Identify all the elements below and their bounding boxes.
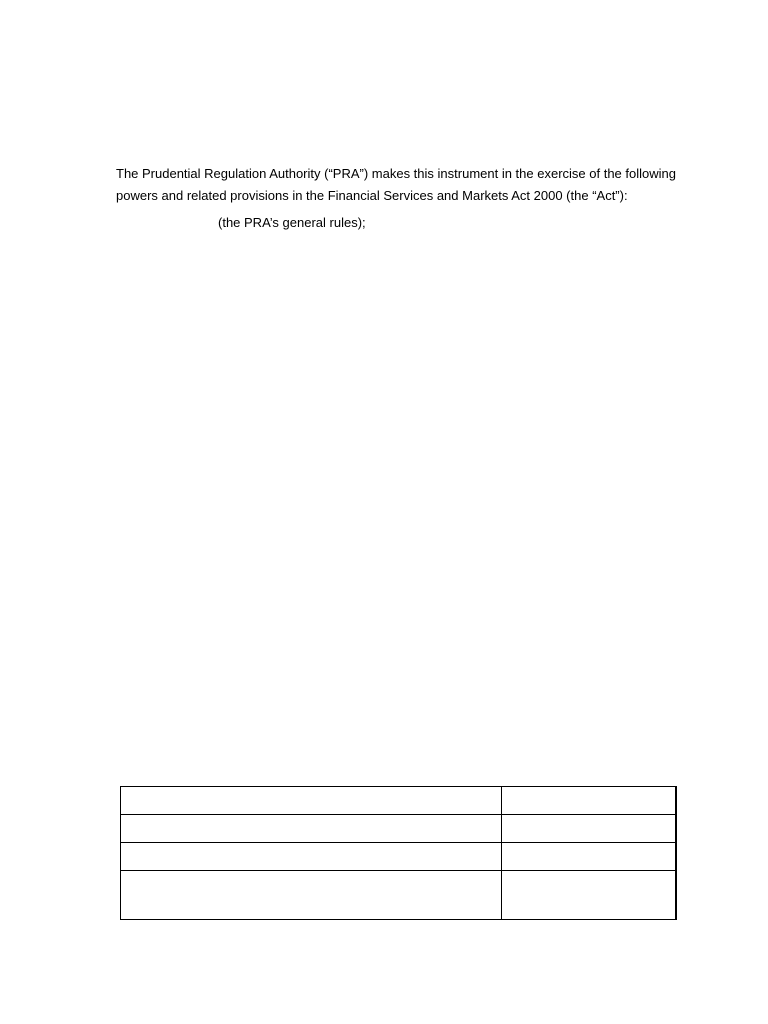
- table-cell: [121, 843, 502, 871]
- commencement-table: [120, 786, 677, 920]
- table-row: [121, 843, 677, 871]
- table-cell: [502, 815, 677, 843]
- table-row: [121, 787, 677, 815]
- table-row: [121, 815, 677, 843]
- table-cell: [502, 871, 677, 920]
- table-cell: [121, 815, 502, 843]
- table-cell: [121, 871, 502, 920]
- provision-item: (the PRA’s general rules);: [218, 215, 366, 230]
- table-cell: [121, 787, 502, 815]
- table-cell: [502, 843, 677, 871]
- intro-paragraph: [116, 163, 686, 206]
- table-row: [121, 871, 677, 920]
- intro-line-1: The Prudential Regulation Authority (“PRA”) makes this instrument in the exercise of the following: [116, 166, 676, 181]
- intro-line-2: powers and related provisions in the Financial Services and Markets Act 2000 (the “Act”):: [116, 187, 628, 203]
- table-cell: [502, 787, 677, 815]
